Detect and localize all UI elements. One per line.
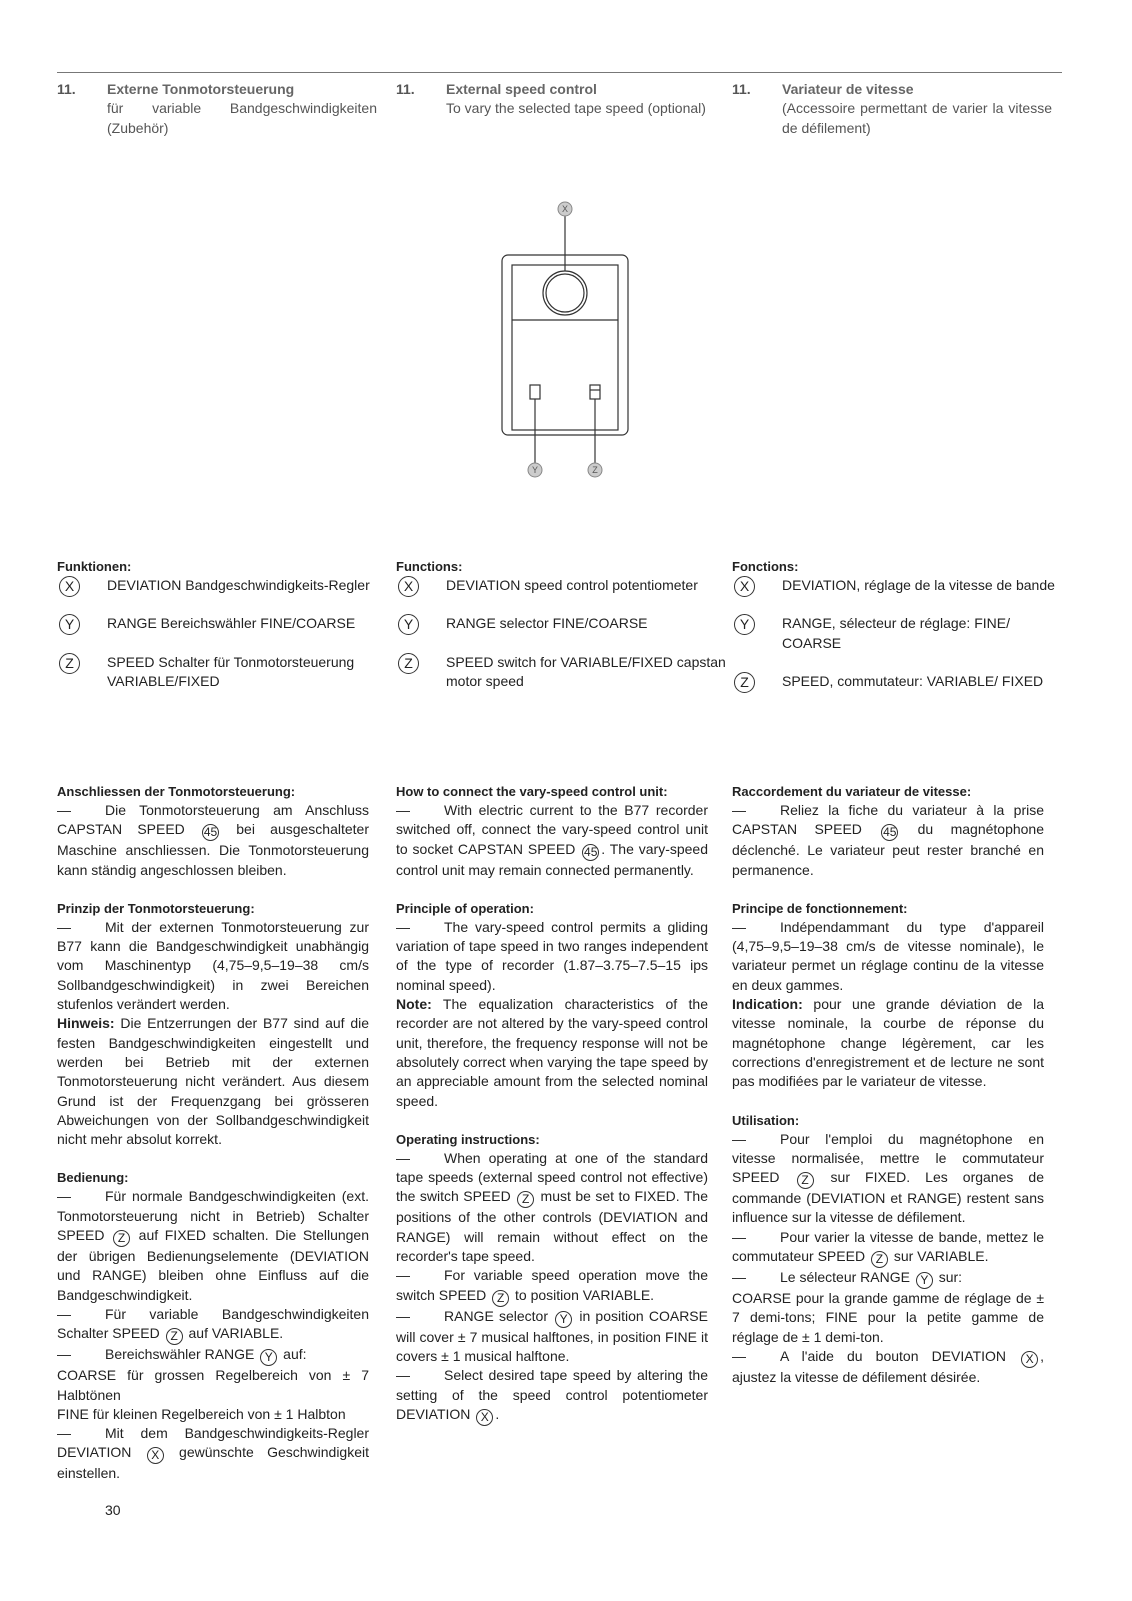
circled-letter-icon: X (734, 576, 755, 597)
circled-reference-icon: Z (492, 1290, 509, 1307)
section-header-body (107, 80, 377, 138)
circled-letter-icon: X (59, 576, 80, 597)
dash: — (396, 1367, 410, 1384)
paragraph (57, 1187, 369, 1304)
text-column (396, 782, 708, 1426)
function-item (396, 614, 726, 633)
paragraph (732, 1130, 1044, 1228)
function-text: DEVIATION Bandgeschwindigkeits-Regler (107, 577, 370, 593)
circled-reference-icon: Z (166, 1328, 183, 1345)
dash: — (396, 1307, 410, 1324)
paragraph (396, 918, 708, 995)
section-header-body (782, 80, 1052, 138)
text: Pour l'emploi du magnétophone en vitesse normalisée, mettre le commutateur SPEED (732, 1130, 1044, 1186)
text: bei ausgeschalteter Maschine anschliessen. Die Tonmotorsteuerung kann ständig angeschlossen bleiben. (57, 821, 369, 878)
circled-letter-icon: Z (59, 653, 80, 674)
dash: — (732, 1269, 746, 1286)
paragraph (732, 801, 1044, 880)
text: sur FIXED. Les organes de commande (DEVIATION et RANGE) restent sans influence sur la vitesse de défilement. (732, 1169, 1044, 1226)
section-number: 11. (732, 81, 751, 97)
deviation-knob (543, 271, 587, 315)
circled-reference-icon: X (147, 1447, 164, 1464)
dash: — (396, 1149, 410, 1166)
dash: — (57, 802, 71, 818)
section-subtitle: To vary the selected tape speed (optional) (446, 100, 706, 117)
text: sur VARIABLE. (889, 1248, 989, 1265)
function-text: RANGE, sélecteur de réglage: FINE/ COARSE (782, 615, 1010, 651)
text: auf VARIABLE. (184, 1325, 284, 1342)
unit-outline (502, 255, 628, 435)
paragraph (732, 1268, 1044, 1289)
subheading: How to connect the vary-speed control unit: (396, 784, 668, 799)
functions-heading: Fonctions: (732, 559, 799, 574)
section-header (396, 80, 716, 119)
circled-reference-icon: Y (916, 1272, 933, 1289)
text: Reliez la fiche du variateur à la prise CAPSTAN SPEED (732, 802, 1044, 838)
section-header (732, 80, 1052, 138)
text: Indépendammant du type d'appareil (4,75–9,5–19–38 cm/s de vitesse nominale), le variateur permet un réglage continu de la vitesse en deux gammes. (732, 918, 1044, 993)
paragraph (396, 1366, 708, 1426)
function-text: RANGE selector FINE/COARSE (446, 615, 648, 632)
section-number: 11. (57, 81, 76, 97)
subheading: Bedienung: (57, 1170, 129, 1186)
text: Für variable Bandgeschwindigkeiten Schalter SPEED (57, 1305, 369, 1342)
bold-label: Indication: (732, 996, 803, 1013)
text: Bereichswähler RANGE (105, 1346, 259, 1363)
range-selector (530, 385, 540, 399)
subheading: Principle of operation: (396, 900, 534, 916)
text: FINE für kleinen Regelbereich von ± 1 Halbton (57, 1405, 346, 1422)
text: When operating at one of the standard tape speeds (external speed control not effective) the switch SPEED (396, 1149, 708, 1205)
text: Die Tonmotorsteuerung am Anschluss CAPSTAN SPEED (57, 802, 369, 838)
dash: — (57, 918, 71, 935)
paragraph (57, 1366, 369, 1405)
text: sur: (934, 1269, 963, 1286)
circled-letter-icon: Y (398, 614, 419, 635)
subheading: Operating instructions: (396, 1131, 540, 1147)
circled-reference-icon: 45 (203, 825, 218, 840)
dash: — (396, 918, 410, 935)
text: in position COARSE will cover ± 7 musical halftones, in position FINE it covers ± 1 musical halftone. (396, 1307, 708, 1364)
top-rule (57, 72, 1062, 73)
function-item (732, 576, 1062, 595)
dash: — (732, 802, 746, 818)
bold-label: Hinweis: (57, 1015, 115, 1032)
text: With electric current to the B77 recorder switched off, connect the vary-speed control unit to socket CAPSTAN SPEED (396, 802, 708, 857)
paragraph (396, 1149, 708, 1266)
dash: — (57, 1425, 71, 1442)
circled-reference-icon: X (1021, 1351, 1038, 1368)
paragraph (57, 801, 369, 880)
speed-switch (590, 385, 600, 399)
section-number: 11. (396, 81, 415, 97)
paragraph (57, 1345, 369, 1366)
text: must be set to FIXED. The positions of the other controls (DEVIATION and RANGE) will remain without effect on the recorder's tape speed. (396, 1188, 708, 1265)
function-item (57, 576, 387, 595)
dash: — (732, 1130, 746, 1147)
text: . The vary-speed control unit may remain connected permanently. (396, 840, 708, 878)
section-header-body (446, 80, 716, 119)
dash: — (732, 918, 746, 935)
circled-letter-icon: Z (734, 672, 755, 693)
function-item (57, 614, 387, 633)
text-column (57, 782, 369, 1484)
dash: — (57, 1346, 71, 1363)
label-x: X (561, 204, 569, 214)
paragraph (396, 801, 708, 880)
text: Mit der externen Tonmotorsteuerung zur B77 kann die Bandgeschwindigkeit unabhängig vom Maschinentyp (4,75–9,5–19–38 cm/s Sollbandgeschwindigkeit) in zwei Bereichen stufenlos verändert werden. (57, 918, 369, 1013)
function-item (57, 653, 387, 692)
function-item (396, 576, 726, 595)
text: . (495, 1405, 500, 1422)
label-y: Y (531, 465, 539, 475)
text: gewünschte Geschwindigkeit einstellen. (57, 1444, 370, 1482)
text: , ajustez la vitesse de défilement désirée. (732, 1347, 1044, 1385)
paragraph (732, 918, 1044, 995)
paragraph (732, 995, 1044, 1091)
circled-letter-icon: Y (59, 614, 80, 635)
text: RANGE selector (444, 1307, 554, 1324)
section-subtitle: für variable Bandgeschwindigkeiten (Zubehör) (107, 100, 377, 136)
subheading: Utilisation: (732, 1112, 800, 1128)
paragraph (396, 1307, 708, 1367)
circled-letter-icon: Z (398, 653, 419, 674)
circled-reference-icon: 45 (584, 844, 598, 859)
functions-heading: Funktionen: (57, 559, 132, 574)
text: to position VARIABLE. (511, 1286, 655, 1303)
functions-list (57, 557, 387, 710)
text: auf: (279, 1346, 307, 1363)
function-text: SPEED Schalter für Tonmotorsteuerung VARIABLE/FIXED (107, 653, 355, 689)
paragraph (732, 1228, 1044, 1268)
functions-heading: Functions: (396, 559, 463, 574)
function-text: DEVIATION, réglage de la vitesse de bande (782, 577, 1055, 593)
functions-list (732, 557, 1062, 710)
circled-reference-icon: Y (260, 1349, 277, 1366)
text: Für normale Bandgeschwindigkeiten (ext. Tonmotorsteuerung nicht in Betrieb) Schalter SPEED (57, 1188, 369, 1244)
paragraph (57, 1014, 369, 1149)
paragraph (396, 995, 708, 1111)
text: du magnétophone déclenché. Le variateur peut rester branché en permanence. (732, 821, 1044, 878)
dash: — (732, 1228, 746, 1245)
text: Die Entzerrungen der B77 sind auf die festen Bandgeschwindigkeiten eingestellt und werden bei Betrieb mit der externen Tonmotorsteuerung nicht verändert. Aus diesem Grund ist der Frequenzgang bei grösseren Abweichungen von der Sollbandgeschwindigkeit nicht mehr absolut korrekt. (57, 1015, 369, 1148)
text: COARSE für grossen Regelbereich von ± 7 Halbtönen (57, 1367, 369, 1403)
circled-reference-icon: Y (555, 1311, 572, 1328)
paragraph (57, 1305, 369, 1345)
text: auf FIXED schalten. Die Stellungen der übrigen Bedienungselemente (DEVIATION und RANGE) bleiben ohne Einfluss auf die Bandgeschwindigkeit. (57, 1227, 370, 1303)
subheading: Prinzip der Tonmotorsteuerung: (57, 900, 255, 916)
text: Le sélecteur RANGE (780, 1269, 914, 1286)
paragraph (57, 918, 369, 1014)
section-header (57, 80, 377, 138)
circled-reference-icon: Z (517, 1191, 534, 1208)
text: For variable speed operation move the switch SPEED (396, 1267, 708, 1303)
paragraph (396, 1266, 708, 1306)
paragraph (57, 1424, 369, 1484)
subheading: Anschliessen der Tonmotorsteuerung: (57, 784, 296, 799)
circled-reference-icon: Z (797, 1172, 814, 1189)
text: The vary-speed control permits a gliding variation of tape speed in two ranges independent of the type of recorder (1.87–3.75–7.5–15 ips nominal speed). (396, 918, 708, 993)
section-title: Variateur de vitesse (782, 81, 914, 97)
bold-label: Note: (396, 996, 432, 1013)
function-text: SPEED, commutateur: VARIABLE/ FIXED (782, 672, 1044, 689)
page-number: 30 (105, 1502, 121, 1518)
text: The equalization characteristics of the recorder are not altered by the vary-speed control unit, therefore, the frequency response will not be absolutely correct when varying the tape speed by an appreciable amount from the selected nominal speed. (396, 996, 708, 1109)
function-item (732, 614, 1062, 653)
dash: — (396, 1267, 410, 1284)
subheading: Principe de fonctionnement: (732, 900, 908, 916)
paragraph (57, 1405, 369, 1424)
function-item (396, 653, 726, 692)
circled-letter-icon: Y (734, 614, 755, 635)
circled-letter-icon: X (398, 576, 419, 597)
circled-reference-icon: 45 (883, 825, 897, 840)
paragraph (732, 1347, 1044, 1387)
text: Mit dem Bandgeschwindigkeits-Regler DEVIATION (57, 1425, 369, 1461)
function-text: RANGE Bereichswähler FINE/COARSE (107, 615, 356, 632)
text: COARSE pour la grande gamme de réglage de ± 7 demi-tons; FINE pour la petite gamme de réglage de ± 1 demi-ton. (732, 1290, 1044, 1345)
label-z: Z (592, 465, 598, 475)
circled-reference-icon: Z (871, 1251, 888, 1268)
text: pour une grande déviation de la vitesse nominale, la courbe de réponse du magnétophone change légèrement, car les corrections d'enregistrement et de lecture ne sont pas modifiées par le variateur de vitesse. (732, 996, 1044, 1090)
dash: — (57, 1305, 71, 1322)
function-text: DEVIATION speed control potentiometer (446, 577, 698, 593)
text-column (732, 782, 1044, 1387)
paragraph (732, 1289, 1044, 1347)
text: Select desired tape speed by altering the setting of the speed control potentiometer DEVIATION (396, 1367, 708, 1422)
speed-control-diagram (490, 195, 640, 495)
dash: — (57, 1188, 71, 1205)
circled-reference-icon: Z (113, 1230, 130, 1247)
text: Pour varier la vitesse de bande, mettez le commutateur SPEED (732, 1228, 1044, 1265)
section-title: External speed control (446, 81, 597, 97)
functions-list (396, 557, 726, 710)
text: A l'aide du bouton DEVIATION (780, 1347, 1020, 1364)
circled-reference-icon: X (476, 1409, 493, 1426)
dash: — (396, 802, 410, 818)
dash: — (732, 1347, 746, 1364)
function-text: SPEED switch for VARIABLE/FIXED capstan motor speed (446, 653, 726, 689)
subheading: Raccordement du variateur de vitesse: (732, 784, 972, 799)
section-title: Externe Tonmotorsteuerung (107, 81, 295, 97)
function-item (732, 672, 1062, 691)
section-subtitle: (Accessoire permettant de varier la vitesse de défilement) (782, 100, 1052, 136)
unit-panel (512, 265, 618, 430)
